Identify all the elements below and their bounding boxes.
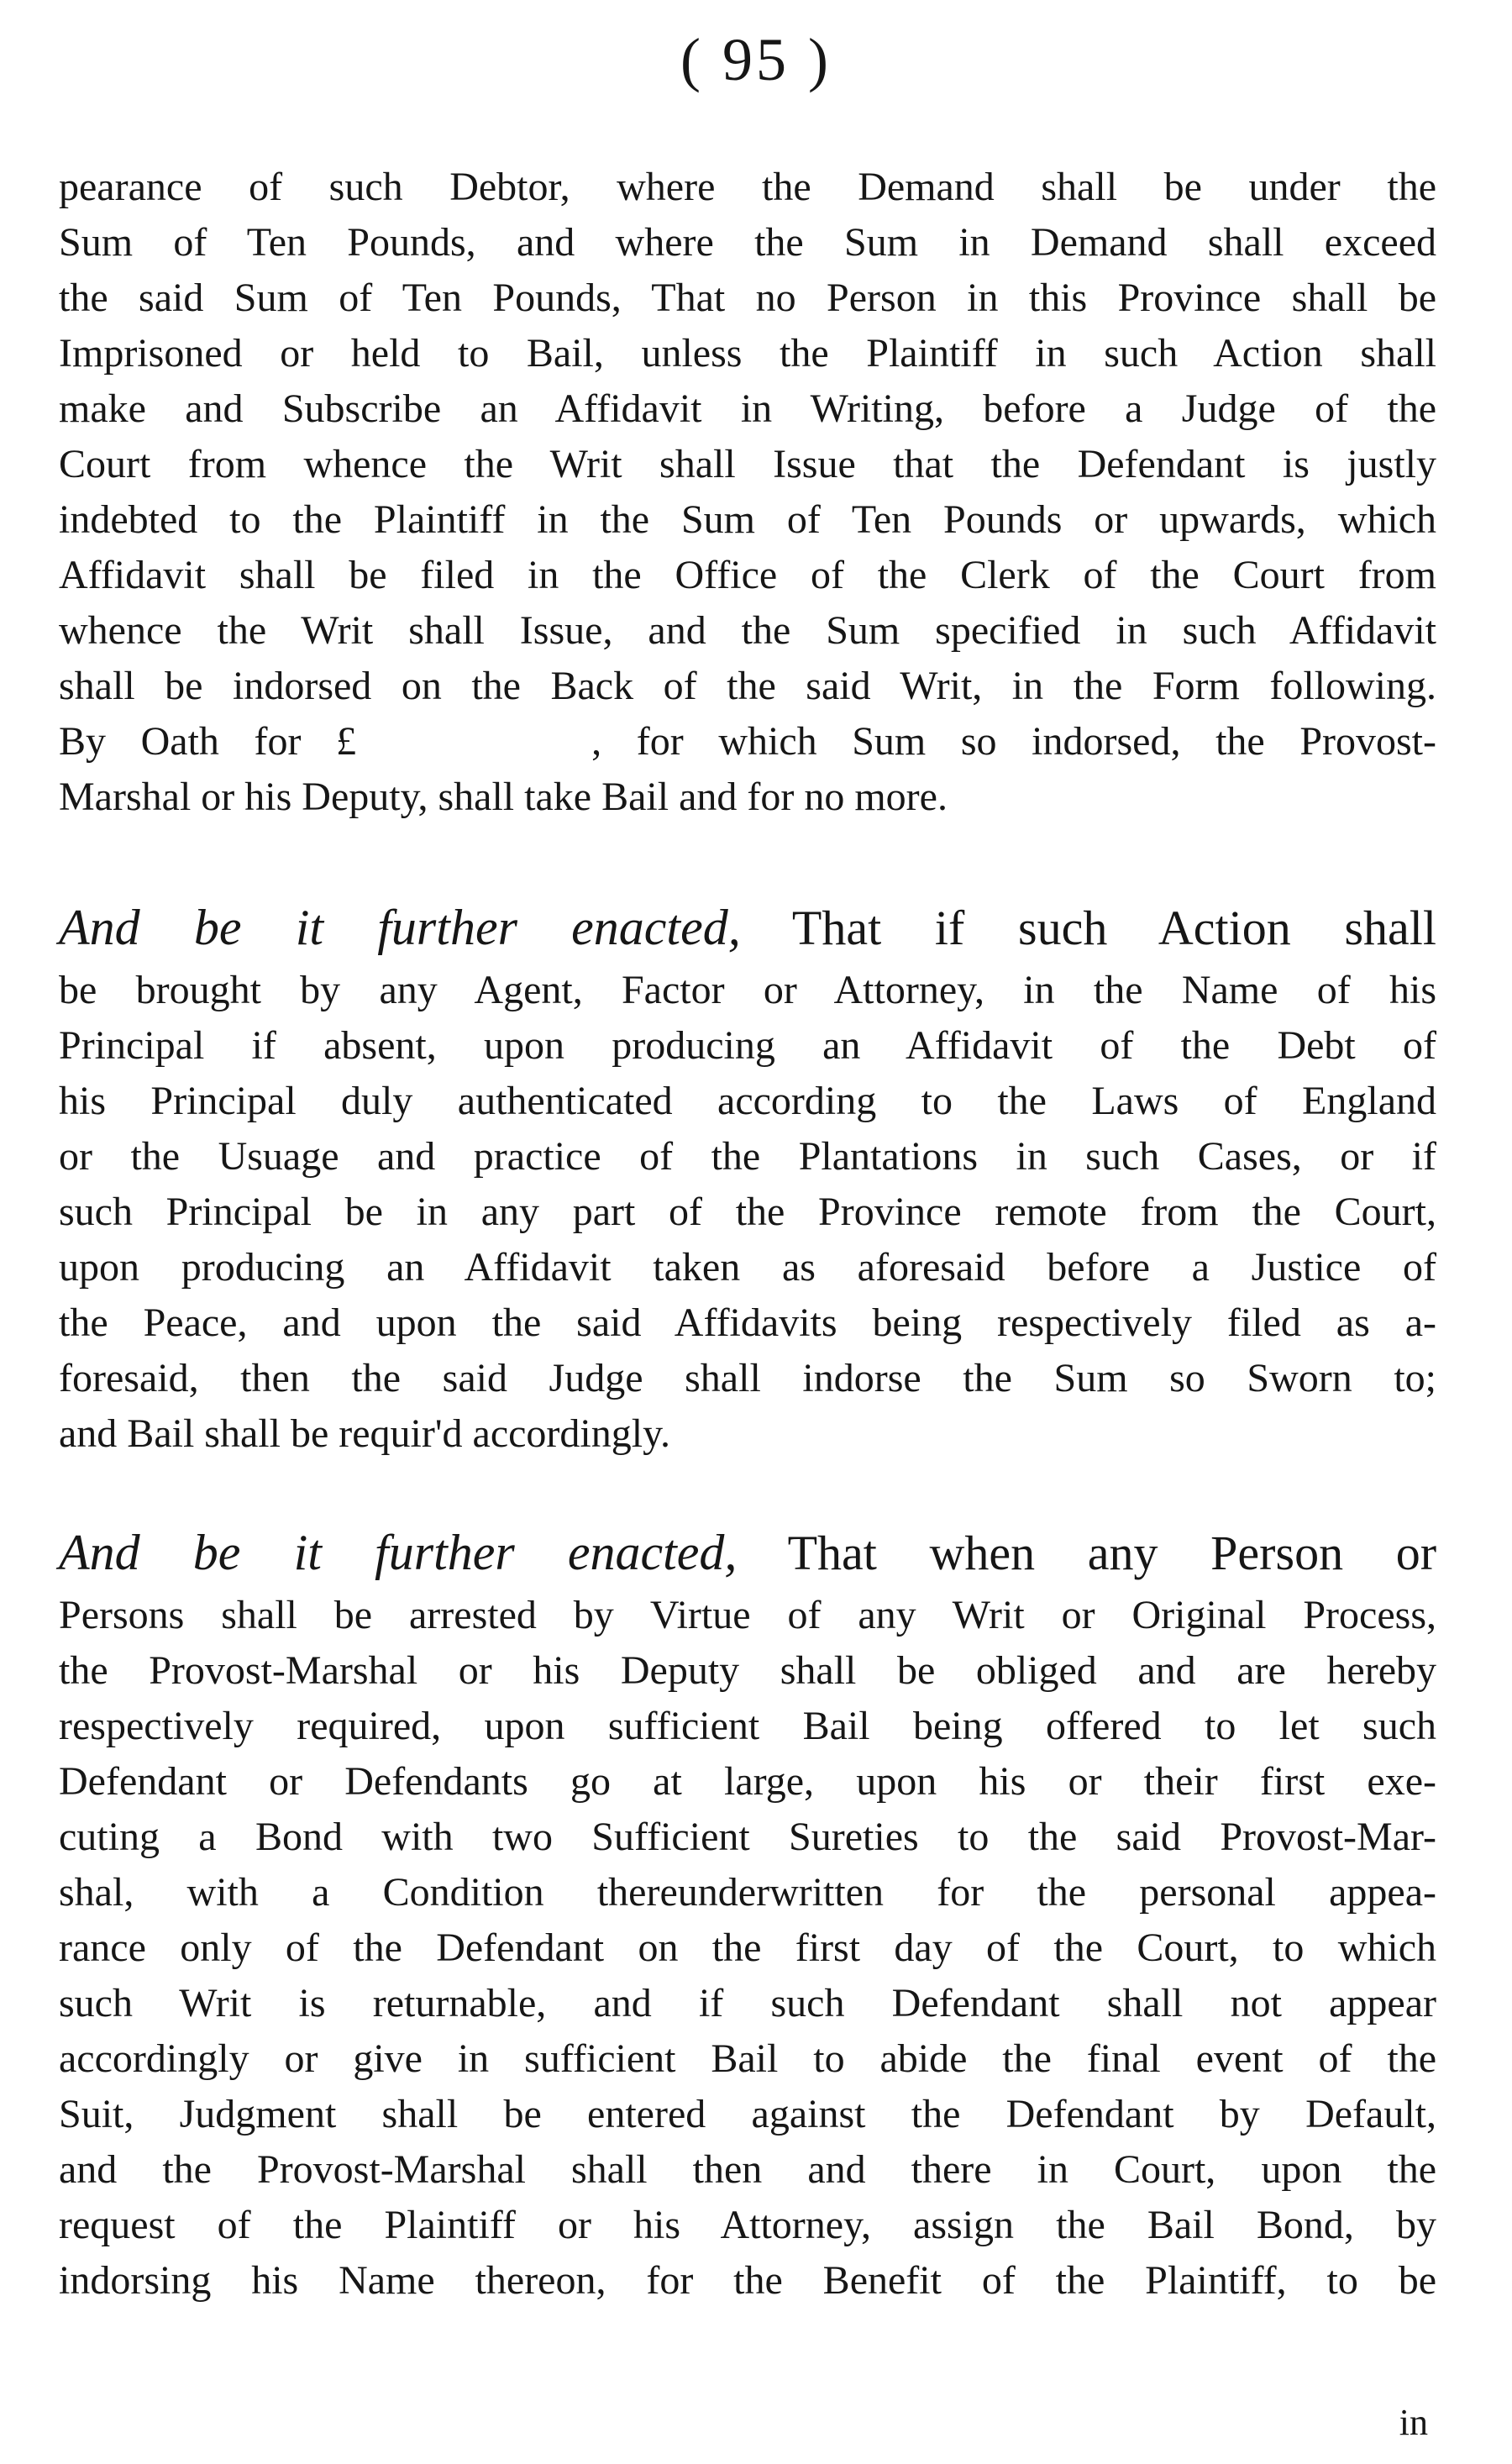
lead-continuation: That if such Action shall bbox=[791, 901, 1436, 955]
text-line: be brought by any Agent, Factor or Attorney, in the Name of his bbox=[59, 968, 1436, 1012]
text-line: pearance of such Debtor, where the Demand shall be under the bbox=[59, 165, 1436, 209]
text-line: the Provost-Marshal or his Deputy shall be obliged and are hereby bbox=[59, 1648, 1436, 1693]
text-line: and the Provost-Marshal shall then and there in Court, upon the bbox=[59, 2147, 1436, 2192]
paragraph-3 bbox=[59, 1517, 1436, 2309]
text-line: cuting a Bond with two Sufficient Sureties to the said Provost-Mar- bbox=[59, 1815, 1436, 1859]
text-line: upon producing an Affidavit taken as aforesaid before a Justice of bbox=[59, 1245, 1436, 1290]
text-line: Persons shall be arrested by Virtue of any Writ or Original Process, bbox=[59, 1593, 1436, 1637]
text-line: shall be indorsed on the Back of the said Writ, in the Form following. bbox=[59, 664, 1436, 708]
paragraph-lead-line bbox=[59, 892, 1436, 963]
text-line: Sum of Ten Pounds, and where the Sum in Demand shall exceed bbox=[59, 220, 1436, 265]
text-line: indorsing his Name thereon, for the Benefit of the Plaintiff, to be bbox=[59, 2258, 1436, 2303]
text-line: the Peace, and upon the said Affidavits being respectively filed as a- bbox=[59, 1300, 1436, 1345]
paragraph-2 bbox=[59, 892, 1436, 1462]
text-line: and Bail shall be requir'd accordingly. bbox=[59, 1411, 670, 1456]
text-line: whence the Writ shall Issue, and the Sum specified in such Affidavit bbox=[59, 608, 1436, 653]
text-line: indebted to the Plaintiff in the Sum of Ten Pounds or upwards, which bbox=[59, 497, 1436, 542]
text-line: rance only of the Defendant on the first day of the Court, to which bbox=[59, 1925, 1436, 1970]
text-line: shal, with a Condition thereunderwritten for the personal appea- bbox=[59, 1870, 1436, 1915]
text-line: such Writ is returnable, and if such Defendant shall not appear bbox=[59, 1981, 1436, 2025]
text-line: respectively required, upon sufficient Bail being offered to let such bbox=[59, 1704, 1436, 1748]
text-line: Imprisoned or held to Bail, unless the Plaintiff in such Action shall bbox=[59, 331, 1436, 376]
oath-prefix: By Oath for £ bbox=[59, 719, 357, 764]
text-line: the said Sum of Ten Pounds, That no Person in this Province shall be bbox=[59, 276, 1436, 320]
text-line: accordingly or give in sufficient Bail to abide the final event of the bbox=[59, 2036, 1436, 2081]
lead-continuation: That when any Person or bbox=[787, 1526, 1437, 1580]
paragraph-lead-line bbox=[59, 1517, 1436, 1588]
enacting-clause: And be it further enacted, bbox=[59, 900, 741, 955]
text-line: such Principal be in any part of the Province remote from the Court, bbox=[59, 1190, 1436, 1234]
text-line: Suit, Judgment shall be entered against the Defendant by Default, bbox=[59, 2092, 1436, 2136]
oath-suffix: , for which Sum so indorsed, the Provost- bbox=[591, 719, 1436, 764]
text-line: his Principal duly authenticated according to the Laws of England bbox=[59, 1079, 1436, 1123]
text-line: make and Subscribe an Affidavit in Writing, before a Judge of the bbox=[59, 386, 1436, 431]
text-line: Affidavit shall be filed in the Office of the Clerk of the Court from bbox=[59, 553, 1436, 597]
text-line: Principal if absent, upon producing an Affidavit of the Debt of bbox=[59, 1023, 1436, 1068]
text-line: or the Usuage and practice of the Plantations in such Cases, or if bbox=[59, 1134, 1436, 1179]
oath-line bbox=[59, 714, 1436, 770]
text-line: Court from whence the Writ shall Issue that the Defendant is justly bbox=[59, 442, 1436, 486]
text-line: request of the Plaintiff or his Attorney, assign the Bail Bond, by bbox=[59, 2203, 1436, 2247]
enacting-clause: And be it further enacted, bbox=[59, 1525, 738, 1580]
text-line: Defendant or Defendants go at large, upon his or their first exe- bbox=[59, 1759, 1436, 1804]
catchword: in bbox=[1399, 2402, 1428, 2443]
text-line: foresaid, then the said Judge shall indorse the Sum so Sworn to; bbox=[59, 1356, 1436, 1400]
paragraph-1 bbox=[59, 160, 1436, 825]
page-number: ( 95 ) bbox=[680, 26, 832, 93]
text-line: Marshal or his Deputy, shall take Bail and for no more. bbox=[59, 775, 948, 819]
